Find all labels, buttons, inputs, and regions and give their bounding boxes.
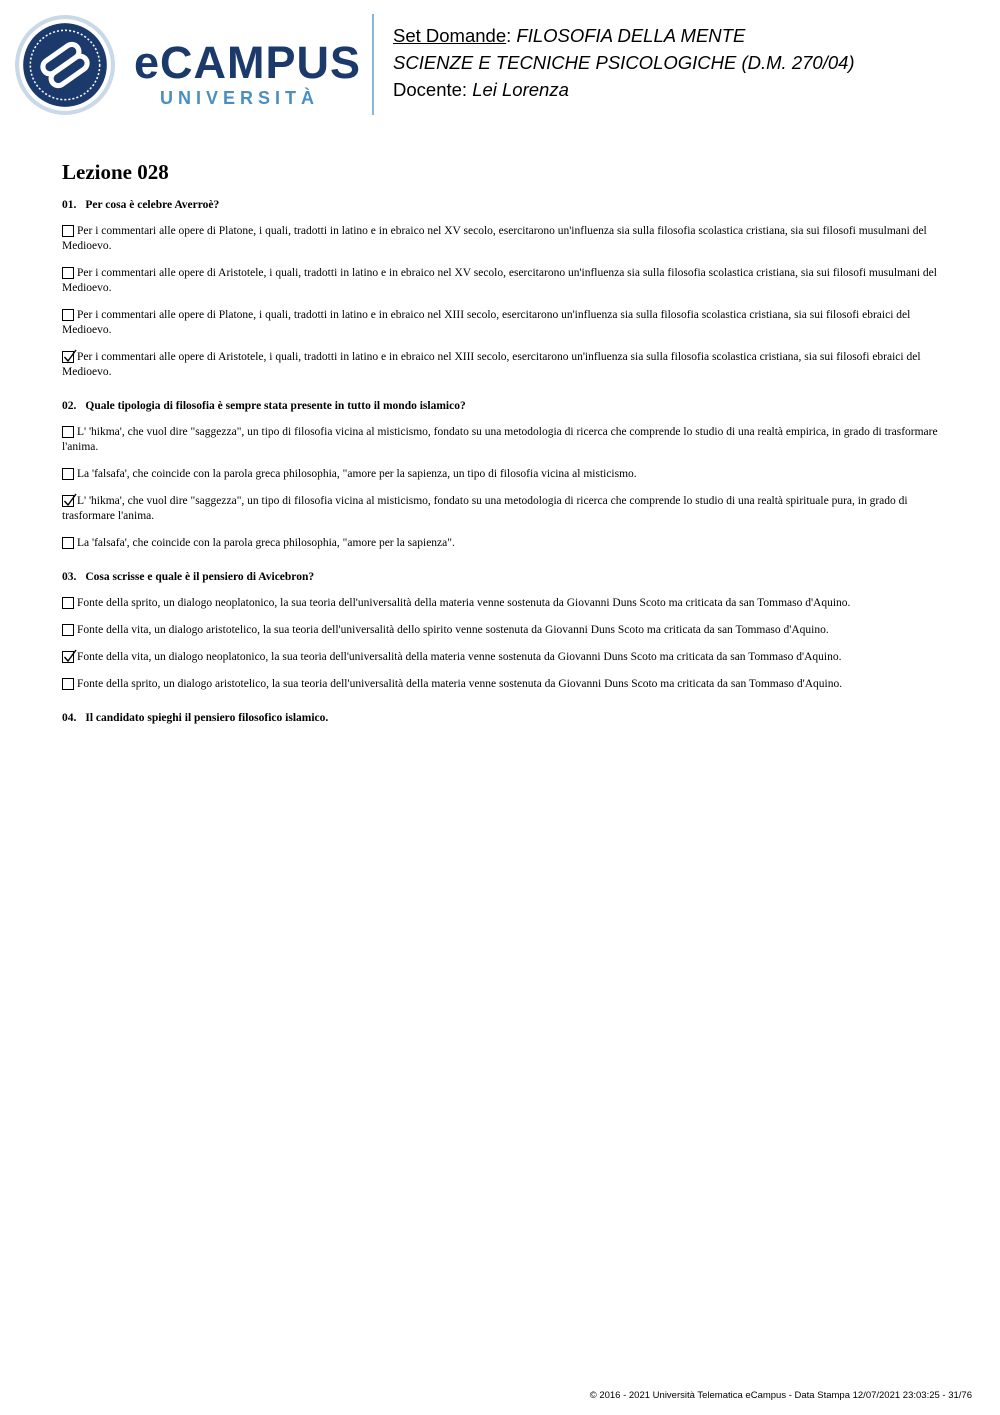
question-label: Cosa scrisse e quale è il pensiero di Avicebron?: [85, 571, 315, 583]
teacher-line: [393, 76, 855, 103]
university-seal-icon: [14, 14, 116, 116]
teacher-label: Docente:: [393, 79, 468, 100]
question-number: 02.: [62, 400, 77, 412]
answer-option: [62, 677, 942, 692]
checkbox-icon[interactable]: [62, 597, 74, 609]
checkbox-icon[interactable]: [62, 309, 74, 321]
answer-text: L' 'hikma', che vuol dire "saggezza", un tipo di filosofia vicina al misticismo, fondato su una metodologia di ricerca che comprende lo studio di una realtà spirituale pura, in grado di trasformare l'anima.: [62, 495, 908, 522]
answer-option: [62, 350, 942, 380]
answer-option: [62, 650, 942, 665]
page-content: [62, 160, 942, 744]
header-info: [393, 22, 855, 103]
set-line: [393, 22, 855, 49]
checkmark-icon: [62, 348, 78, 364]
answer-option: [62, 266, 942, 296]
question-list: [62, 199, 942, 724]
teacher-name: Lei Lorenza: [472, 79, 569, 100]
checkbox-icon[interactable]: [62, 225, 74, 237]
page-header: [0, 0, 1000, 130]
checked-checkbox-icon[interactable]: [62, 495, 74, 507]
logo-text: eCAMPUS: [134, 37, 362, 88]
question-number: 01.: [62, 199, 77, 211]
question-block: [62, 400, 942, 551]
checkbox-icon[interactable]: [62, 624, 74, 636]
question-label: Per cosa è celebre Averroè?: [85, 199, 220, 211]
answer-option: [62, 623, 942, 638]
answer-text: Per i commentari alle opere di Platone, i quali, tradotti in latino e in ebraico nel XV secolo, esercitarono un'influenza sia sulla filosofia scolastica cristiana, sia sui filosofi musulmani del Medioevo.: [62, 225, 927, 252]
answer-option: [62, 467, 942, 482]
answer-option: [62, 494, 942, 524]
page-footer: © 2016 - 2021 Università Telematica eCampus - Data Stampa 12/07/2021 23:03:25 - 31/76: [589, 1390, 972, 1401]
answer-option: [62, 308, 942, 338]
answer-text: Fonte della sprito, un dialogo neoplatonico, la sua teoria dell'universalità della materia venne sostenuta da Giovanni Duns Scoto ma criticata da san Tommaso d'Aquino.: [77, 597, 851, 609]
question-text: [62, 199, 942, 211]
lesson-title: Lezione 028: [62, 160, 169, 184]
answer-text: Per i commentari alle opere di Platone, i quali, tradotti in latino e in ebraico nel XIII secolo, esercitarono un'influenza sia sulla filosofia scolastica cristiana, sia sui filosofi ebraici del Medioevo.: [62, 309, 911, 336]
answer-text: Fonte della sprito, un dialogo aristotelico, la sua teoria dell'universalità della materia venne sostenuta da Giovanni Duns Scoto ma criticata da san Tommaso d'Aquino.: [77, 678, 843, 690]
answer-option: [62, 425, 942, 455]
set-label: Set Domande: [393, 25, 507, 46]
question-block: [62, 712, 942, 724]
logo-subtext: UNIVERSITÀ: [160, 88, 320, 108]
answer-option: [62, 536, 942, 551]
question-text: [62, 400, 942, 412]
header-divider: [372, 14, 374, 115]
question-label: Quale tipologia di filosofia è sempre stata presente in tutto il mondo islamico?: [85, 400, 466, 412]
answer-text: Per i commentari alle opere di Aristotele, i quali, tradotti in latino e in ebraico nel XIII secolo, esercitarono un'influenza sia sulla filosofia scolastica cristiana, sia sui filosofi ebraici del Medioevo.: [62, 351, 921, 378]
answer-text: La 'falsafa', che coincide con la parola greca philosophia, "amore per la sapienza".: [77, 537, 455, 549]
course-name: SCIENZE E TECNICHE PSICOLOGICHE (D.M. 270/04): [393, 52, 855, 73]
answer-text: L' 'hikma', che vuol dire "saggezza", un tipo di filosofia vicina al misticismo, fondato su una metodologia di ricerca che comprende lo studio di una realtà empirica, in grado di trasformare l'anima.: [62, 426, 938, 453]
subject-name: FILOSOFIA DELLA MENTE: [516, 25, 746, 46]
question-block: [62, 571, 942, 692]
checked-checkbox-icon[interactable]: [62, 351, 74, 363]
checkbox-icon[interactable]: [62, 267, 74, 279]
checkmark-icon: [62, 492, 78, 508]
checkbox-icon[interactable]: [62, 678, 74, 690]
question-block: [62, 199, 942, 380]
question-number: 04.: [62, 712, 77, 724]
answer-text: Fonte della vita, un dialogo aristotelico, la sua teoria dell'universalità dello spirito venne sostenuta da Giovanni Duns Scoto ma criticata da san Tommaso d'Aquino.: [77, 624, 829, 636]
answer-option: [62, 596, 942, 611]
checked-checkbox-icon[interactable]: [62, 651, 74, 663]
set-separator: :: [506, 25, 512, 46]
checkbox-icon[interactable]: [62, 468, 74, 480]
answer-text: Per i commentari alle opere di Aristotele, i quali, tradotti in latino e in ebraico nel XV secolo, esercitarono un'influenza sia sulla filosofia scolastica cristiana, sia sui filosofi musulmani del Medioevo.: [62, 267, 937, 294]
answer-text: La 'falsafa', che coincide con la parola greca philosophia, "amore per la sapienza, un tipo di filosofia vicina al misticismo.: [77, 468, 637, 480]
question-text: [62, 571, 942, 583]
ecampus-logo: [134, 37, 362, 109]
checkmark-icon: [62, 648, 78, 664]
checkbox-icon[interactable]: [62, 537, 74, 549]
question-text: [62, 712, 942, 724]
answer-option: [62, 224, 942, 254]
question-label: Il candidato spieghi il pensiero filosofico islamico.: [85, 712, 329, 724]
question-number: 03.: [62, 571, 77, 583]
checkbox-icon[interactable]: [62, 426, 74, 438]
answer-text: Fonte della vita, un dialogo neoplatonico, la sua teoria dell'universalità della materia venne sostenuta da Giovanni Duns Scoto ma criticata da san Tommaso d'Aquino.: [77, 651, 842, 663]
